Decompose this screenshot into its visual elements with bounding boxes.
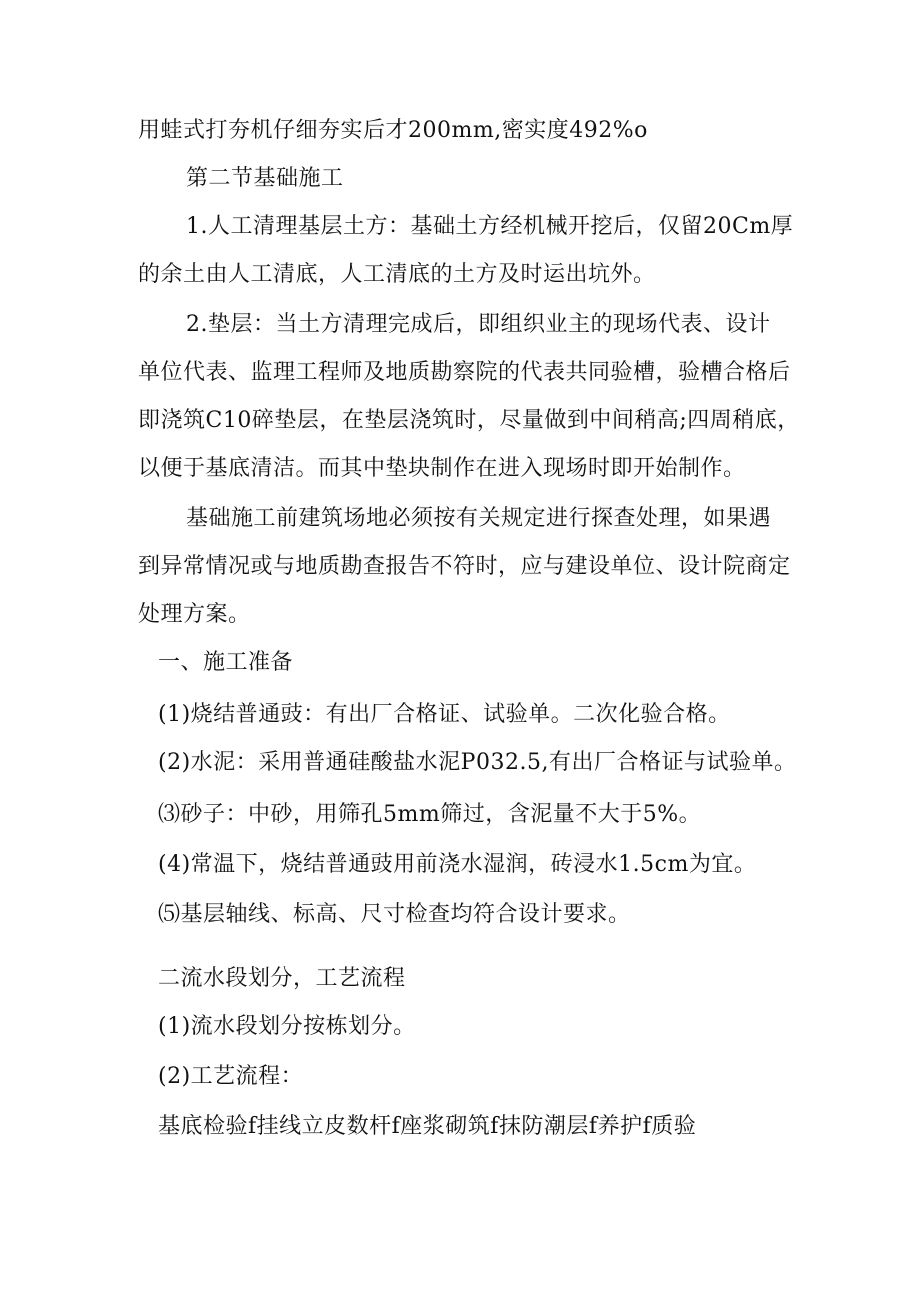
- text-line-10: 到异常情况或与地质勘查报告不符时，应与建设单位、设计院商定: [138, 554, 791, 579]
- process-item-1: (1)流水段划分按栋划分。: [158, 1014, 416, 1039]
- list-item-1: (1)烧结普通豉：有出厂合格证、试验单。二次化验合格。: [158, 702, 731, 727]
- list-item-3: ⑶砂子：中砂，用筛孔5mm筛过，含泥量不大于5%。: [158, 802, 702, 827]
- list-item-4: (4)常温下，烧结普通豉用前浇水湿润，砖浸水1.5cm为宜。: [158, 852, 757, 877]
- text-line-3: 1.人工清理基层土方：基础土方经机械开挖后，仅留20Cm厚: [186, 214, 794, 239]
- text-line-6: 单位代表、监理工程师及地质勘察院的代表共同验槽，验槽合格后: [138, 360, 791, 385]
- text-line-5: 2.垫层：当土方清理完成后，即组织业主的现场代表、设计: [186, 312, 771, 337]
- text-line-9: 基础施工前建筑场地必须按有关规定进行探查处理，如果遇: [186, 506, 772, 531]
- text-line-8: 以便于基底清洁。而其中垫块制作在进入现场时即开始制作。: [138, 456, 746, 481]
- process-flow-line: 基底检验f挂线立皮数杆f座浆砌筑f抹防潮层f养护f质验: [158, 1114, 697, 1139]
- list-item-5: ⑸基层轴线、标高、尺寸检查均符合设计要求。: [158, 902, 631, 927]
- subheading-process: 二流水段划分，工艺流程: [158, 966, 406, 991]
- text-line-1: 用蛙式打夯机仔细夯实后才200mm,密实度492%o: [138, 118, 648, 143]
- text-line-4: 的余土由人工清底，人工清底的土方及时运出坑外。: [138, 262, 656, 287]
- text-line-11: 处理方案。: [138, 602, 251, 627]
- text-line-7: 即浇筑C10碎垫层，在垫层浇筑时，尽量做到中间稍高;四周稍底，: [138, 408, 800, 433]
- subheading-preparation: 一、施工准备: [158, 650, 294, 675]
- process-item-2: (2)工艺流程：: [158, 1064, 304, 1089]
- list-item-2: (2)水泥：采用普通硅酸盐水泥P032.5,有出厂合格证与试验单。: [158, 750, 797, 775]
- section-heading: 第二节基础施工: [186, 166, 344, 191]
